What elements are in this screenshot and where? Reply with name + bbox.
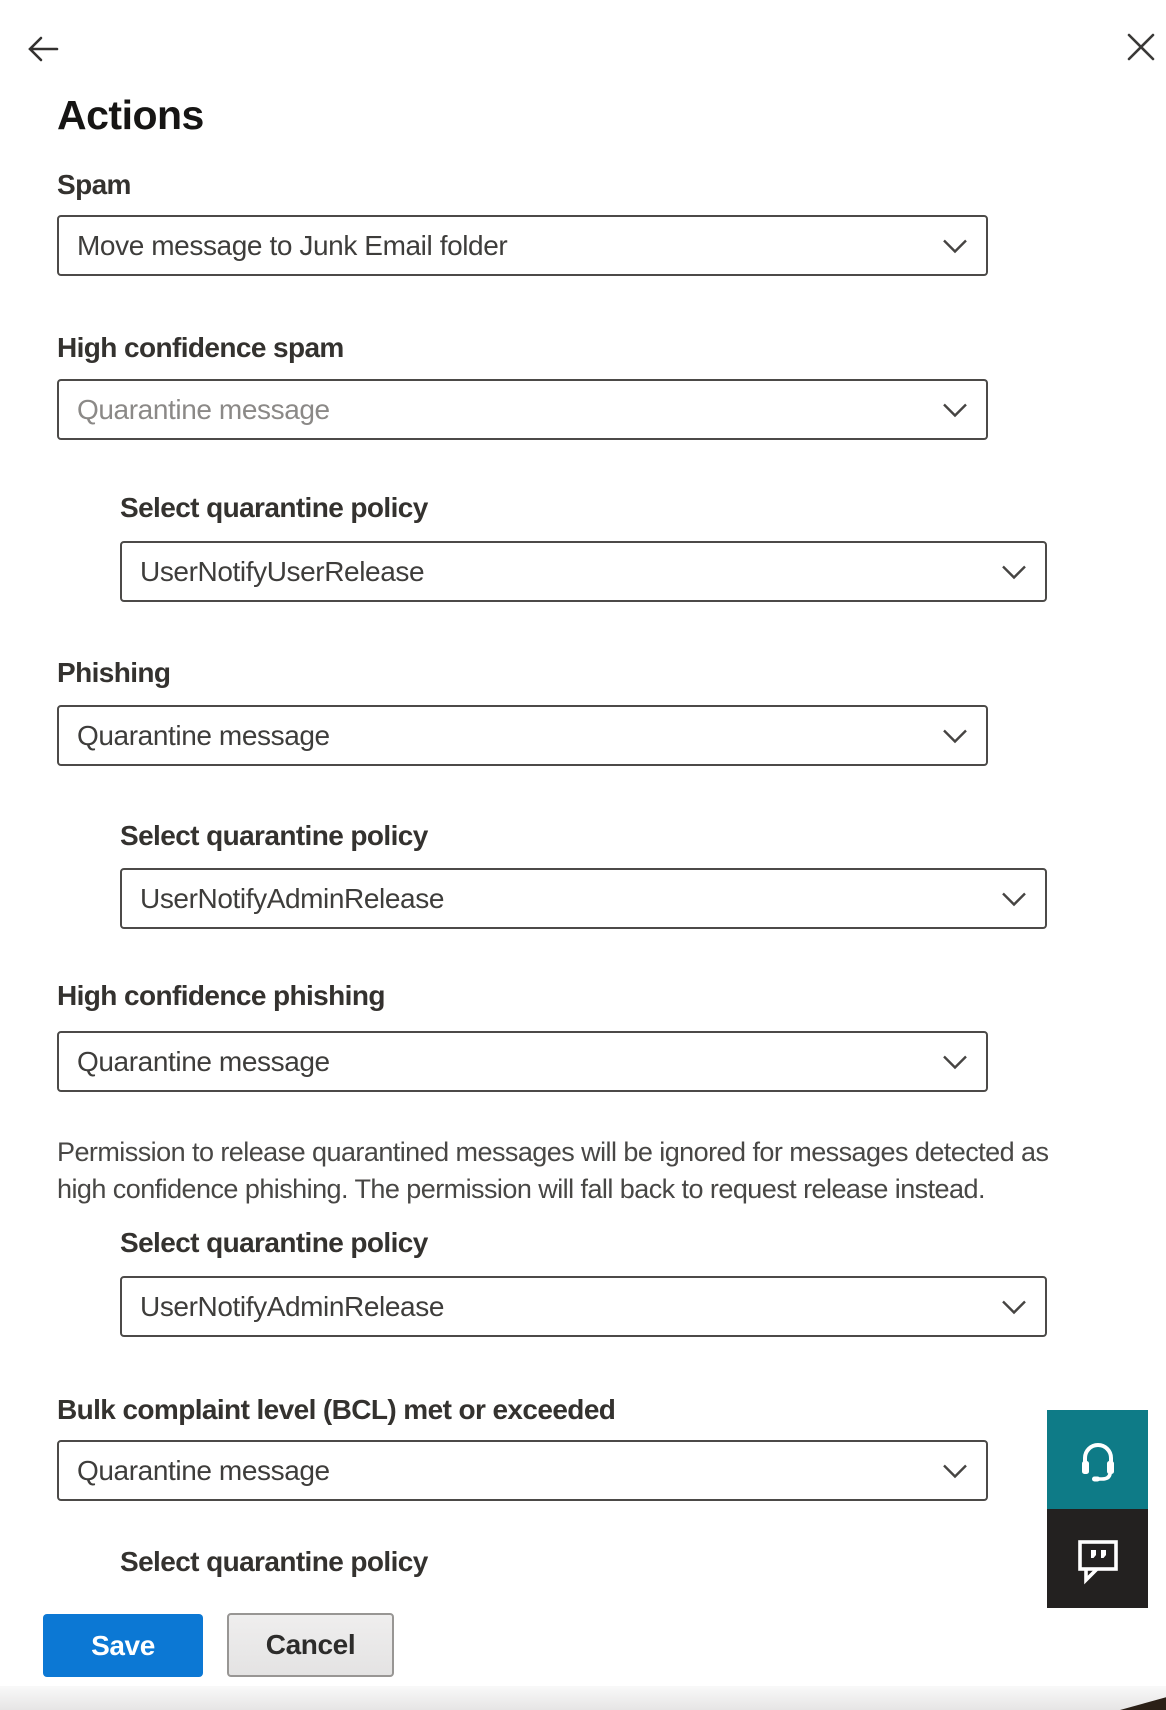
chevron-down-icon [942,1463,968,1478]
hcs-quarantine-policy-dropdown[interactable] [120,541,1047,602]
close-icon [1126,32,1156,62]
page-title: Actions [57,92,204,138]
chevron-down-icon [942,1054,968,1069]
phishing-quarantine-policy-value: UserNotifyAdminRelease [140,882,444,914]
bcl-label: Bulk complaint level (BCL) met or exceeded [57,1394,616,1425]
hcs-quarantine-policy-value: UserNotifyUserRelease [140,555,425,587]
save-button[interactable]: Save [43,1614,203,1677]
back-button[interactable] [26,32,60,66]
spam-label: Spam [57,169,131,200]
arrow-left-icon [26,34,60,64]
chevron-down-icon [942,402,968,417]
phishing-label: Phishing [57,657,171,688]
bcl-action-dropdown[interactable] [57,1440,988,1501]
high-confidence-spam-action-value: Quarantine message [77,393,330,425]
chevron-down-icon [942,728,968,743]
chevron-down-icon [1001,891,1027,906]
note-line-1: Permission to release quarantined messages will be ignored for messages detected as [57,1137,1049,1167]
bcl-quarantine-policy-label-clipped [120,1543,640,1583]
bcl-action-value: Quarantine message [77,1454,330,1486]
hcs-quarantine-policy-label: Select quarantine policy [120,492,428,523]
hcp-permission-note [57,1134,1048,1208]
chevron-down-icon [1001,1299,1027,1314]
high-confidence-phishing-label: High confidence phishing [57,980,385,1011]
spam-action-dropdown[interactable] [57,215,988,276]
bcl-quarantine-policy-label: Select quarantine policy [120,1546,428,1577]
high-confidence-phishing-action-dropdown[interactable] [57,1031,988,1092]
hcp-quarantine-policy-value: UserNotifyAdminRelease [140,1290,444,1322]
help-support-button[interactable] [1047,1410,1148,1509]
hcp-quarantine-policy-dropdown[interactable] [120,1276,1047,1337]
high-confidence-spam-action-dropdown[interactable] [57,379,988,440]
chevron-down-icon [942,238,968,253]
spam-action-value: Move message to Junk Email folder [77,229,508,261]
page-bottom-strip [0,1686,1166,1710]
chat-bubble-quotes-icon [1072,1533,1124,1585]
close-button[interactable] [1124,30,1158,64]
headset-icon [1072,1434,1124,1486]
cancel-button[interactable]: Cancel [227,1613,394,1677]
high-confidence-spam-label: High confidence spam [57,332,344,363]
hcp-quarantine-policy-label: Select quarantine policy [120,1227,428,1258]
chevron-down-icon [1001,564,1027,579]
phishing-action-value: Quarantine message [77,719,330,751]
high-confidence-phishing-action-value: Quarantine message [77,1045,330,1077]
phishing-quarantine-policy-label: Select quarantine policy [120,820,428,851]
note-line-2: high confidence phishing. The permission will fall back to request release instead. [57,1174,985,1204]
phishing-quarantine-policy-dropdown[interactable] [120,868,1047,929]
phishing-action-dropdown[interactable] [57,705,988,766]
feedback-button[interactable] [1047,1509,1148,1608]
